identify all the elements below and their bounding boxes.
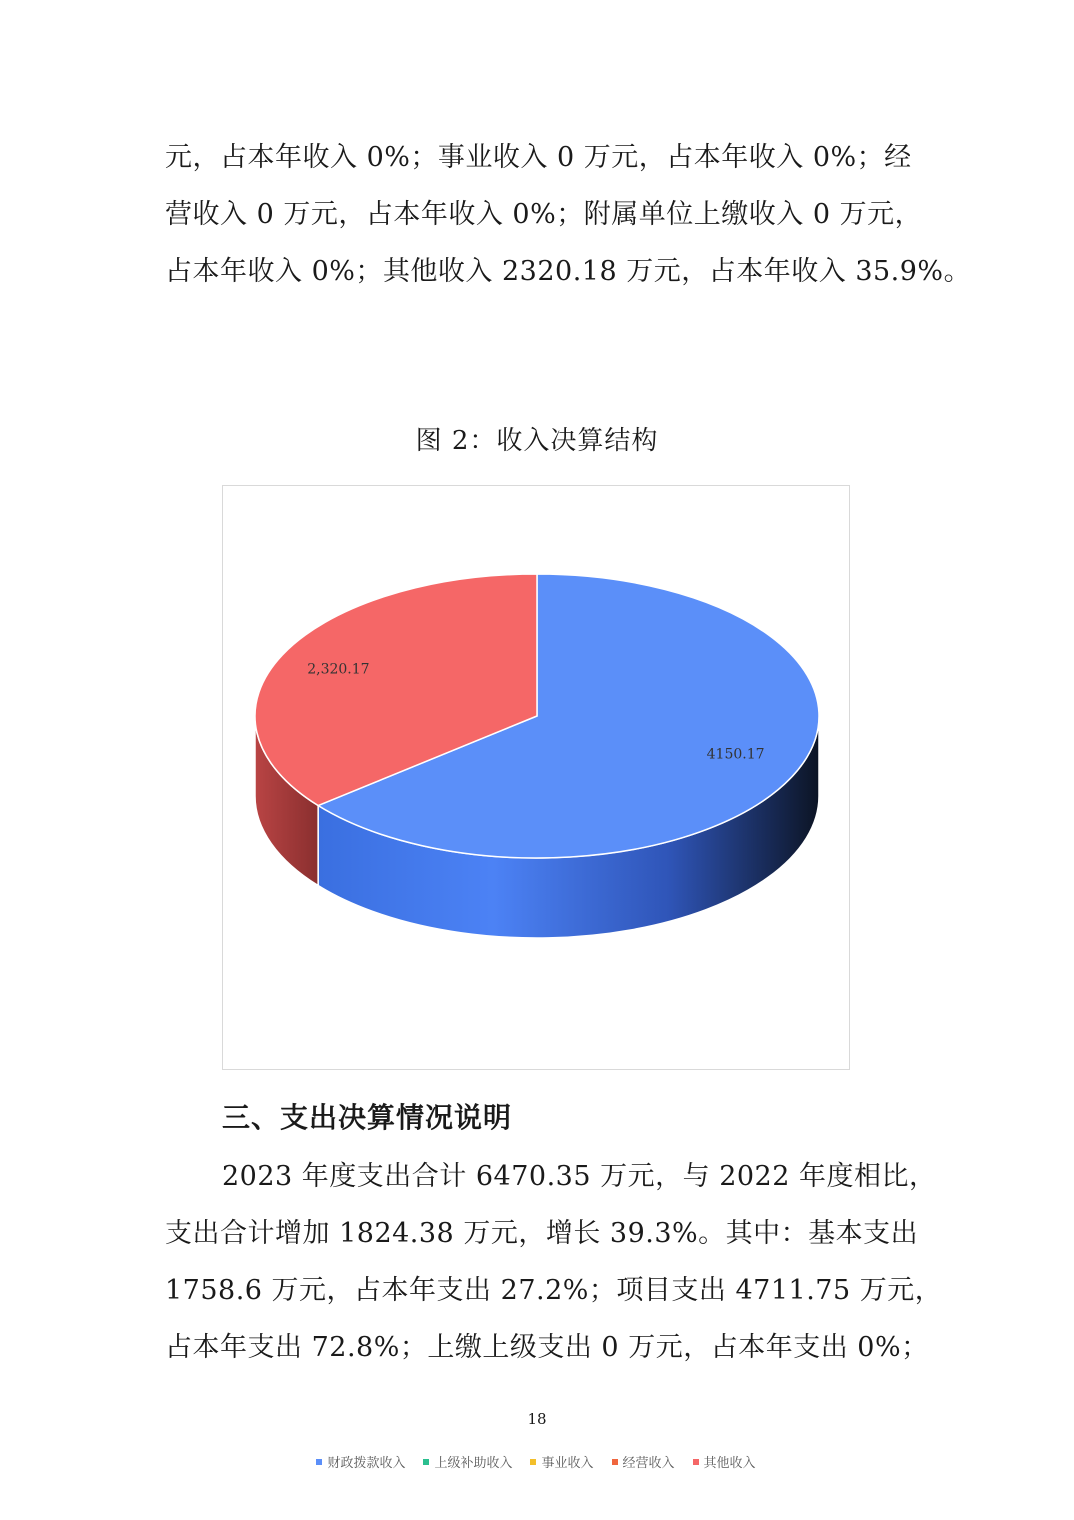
paragraph-line: 元，占本年收入 0%；事业收入 0 万元，占本年收入 0%；经 bbox=[165, 142, 912, 173]
legend-item bbox=[693, 1452, 756, 1471]
legend-item bbox=[612, 1452, 675, 1471]
page-number: 18 bbox=[527, 1410, 547, 1428]
paragraph-line: 占本年收入 0%；其他收入 2320.18 万元，占本年收入 35.9%。 bbox=[165, 256, 972, 287]
legend-label: 上级补助收入 bbox=[434, 1456, 513, 1471]
legend-label: 经营收入 bbox=[622, 1456, 675, 1471]
legend-label: 事业收入 bbox=[541, 1456, 594, 1471]
paragraph-line: 占本年支出 72.8%；上缴上级支出 0 万元，占本年支出 0%； bbox=[165, 1332, 929, 1363]
paragraph-line: 营收入 0 万元，占本年收入 0%；附属单位上缴收入 0 万元， bbox=[165, 199, 923, 230]
legend-item bbox=[423, 1452, 512, 1471]
legend-swatch bbox=[423, 1459, 429, 1465]
legend-swatch bbox=[612, 1459, 618, 1465]
legend-label: 财政拨款收入 bbox=[327, 1456, 406, 1471]
legend-item bbox=[316, 1452, 405, 1471]
legend-swatch bbox=[530, 1459, 536, 1465]
pie-data-label: 2,320.17 bbox=[307, 661, 370, 678]
chart-legend bbox=[223, 1452, 849, 1471]
paragraph-line: 支出合计增加 1824.38 万元，增长 39.3%。其中：基本支出 bbox=[165, 1218, 919, 1249]
legend-swatch bbox=[693, 1459, 699, 1465]
pie-chart bbox=[223, 486, 851, 1071]
figure-caption: 图 2：收入决算结构 bbox=[415, 426, 659, 456]
legend-label: 其他收入 bbox=[703, 1456, 756, 1471]
paragraph-line: 2023 年度支出合计 6470.35 万元，与 2022 年度相比， bbox=[222, 1161, 937, 1192]
section-heading: 三、支出决算情况说明 bbox=[222, 1101, 513, 1134]
pie-data-label: 4150.17 bbox=[706, 746, 765, 763]
paragraph-line: 1758.6 万元，占本年支出 27.2%；项目支出 4711.75 万元， bbox=[165, 1275, 943, 1306]
legend-swatch bbox=[316, 1459, 322, 1465]
legend-item bbox=[530, 1452, 593, 1471]
